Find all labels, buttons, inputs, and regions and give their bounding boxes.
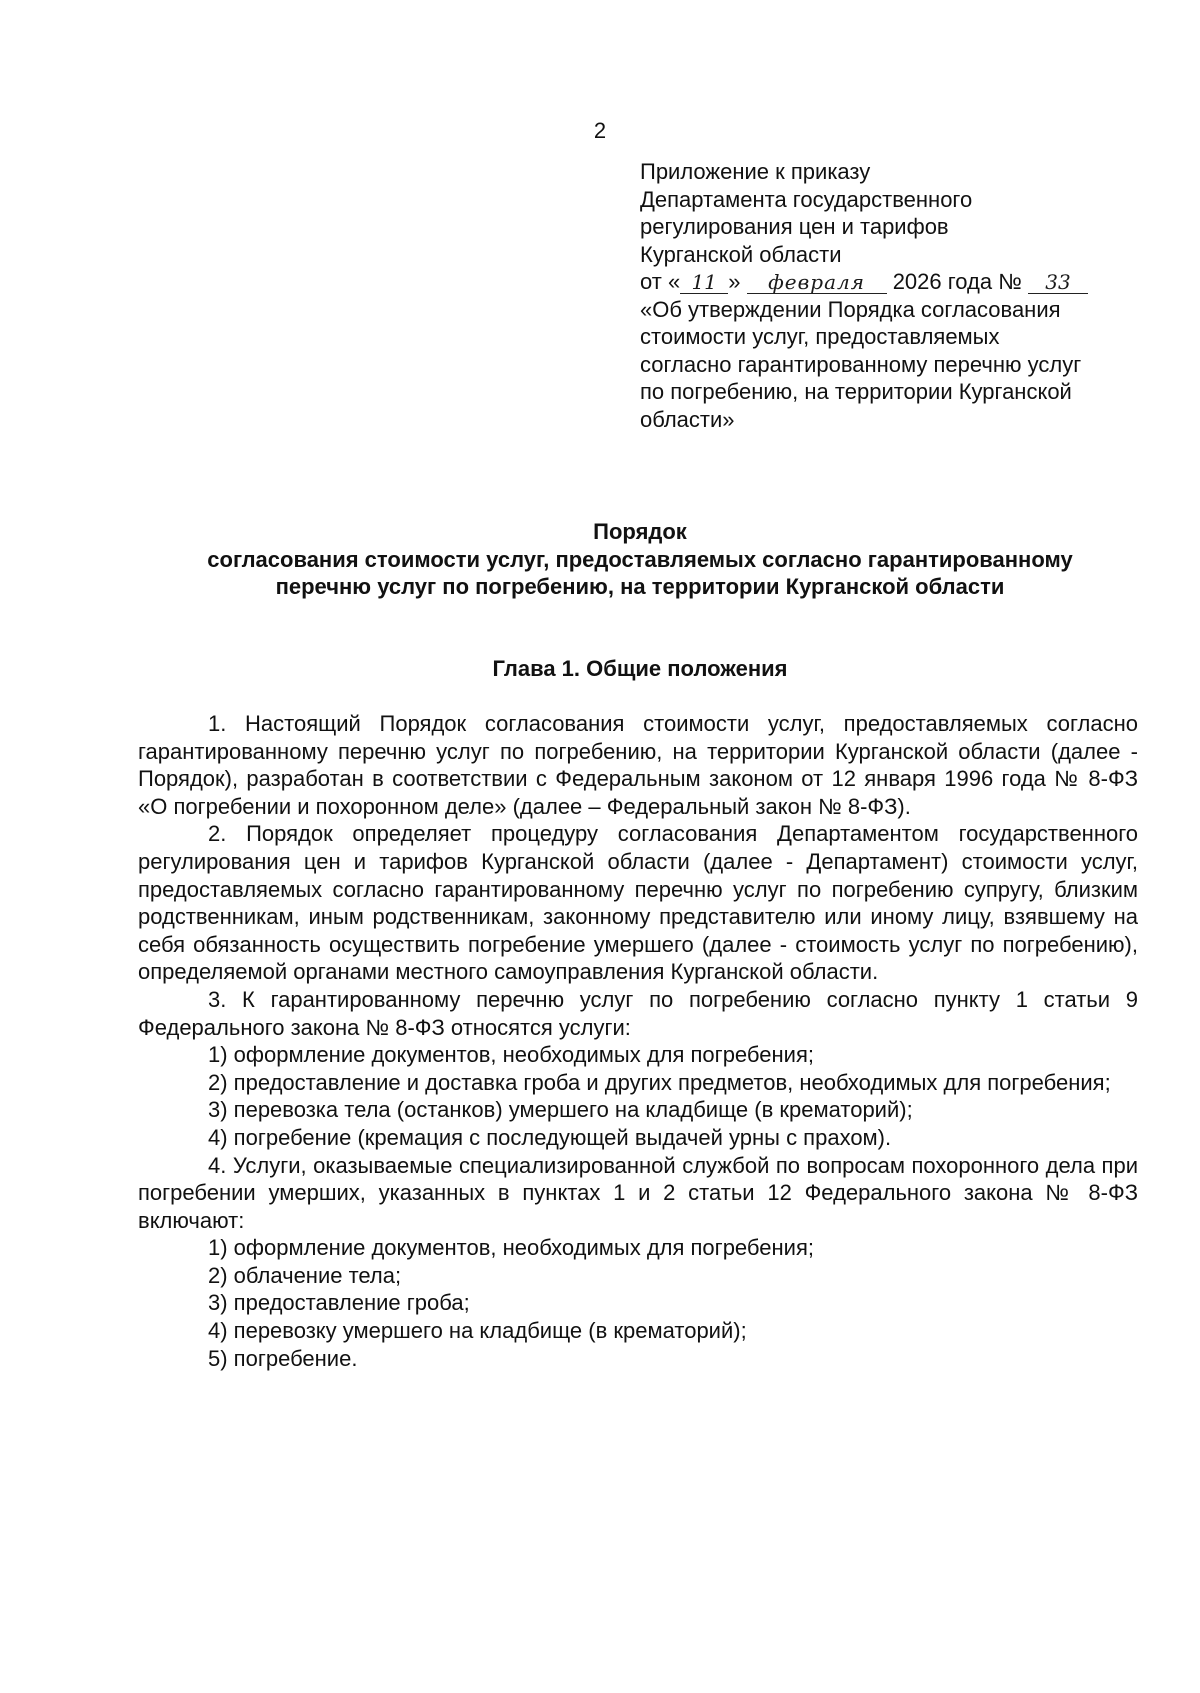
date-prefix: от «	[640, 269, 681, 294]
paragraph: 1. Настоящий Порядок согласования стоимости услуг, предоставляемых согласно гарантированному перечню услуг по погребению, на территории Курганской области (далее - Порядок), разработан в соответствии с Федеральным законом от 12 января 1996 года № 8-ФЗ «О погребении и похоронном деле» (далее – Федеральный закон № 8-ФЗ).	[138, 711, 1138, 819]
annex-line: Курганской области	[640, 241, 842, 267]
list-item: 3) предоставление гроба;	[208, 1290, 470, 1316]
annex-header	[640, 158, 1140, 433]
handwritten-number: 33	[1028, 271, 1088, 294]
page-number: 2	[593, 118, 607, 143]
date-mid: »	[728, 269, 741, 294]
document-title	[140, 518, 1140, 601]
list-item: 2) предоставление и доставка гроба и других предметов, необходимых для погребения;	[208, 1069, 1111, 1095]
paragraph: 3. К гарантированному перечню услуг по погребению согласно пункту 1 статьи 9 Федерального закона № 8-ФЗ относятся услуги:	[138, 986, 1138, 1040]
annex-title-line: области»	[640, 406, 735, 432]
annex-title-line: «Об утверждении Порядка согласования	[640, 296, 1061, 322]
annex-title-line: по погребению, на территории Курганской	[640, 379, 1072, 404]
annex-line: Департамента государственного	[640, 186, 973, 212]
annex-line: регулирования цен и тарифов	[640, 214, 949, 239]
annex-title-line: стоимости услуг, предоставляемых	[640, 324, 1000, 349]
list-item: 3) перевозка тела (останков) умершего на кладбище (в крематорий);	[208, 1097, 913, 1123]
document-title-line: перечню услуг по погребению, на территории Курганской области	[275, 574, 1005, 599]
annex-line: Приложение к приказу	[640, 159, 871, 184]
paragraph: 4. Услуги, оказываемые специализированной службой по вопросам похоронного дела при погребении умерших, указанных в пунктах 1 и 2 статьи 12 Федерального закона № 8-ФЗ включают:	[138, 1152, 1138, 1233]
list-item: 4) погребение (кремация с последующей выдачей урны с прахом).	[208, 1124, 892, 1150]
handwritten-month: февраля	[747, 271, 887, 294]
document-title-line: согласования стоимости услуг, предоставляемых согласно гарантированному	[207, 546, 1073, 572]
list-item: 1) оформление документов, необходимых для погребения;	[208, 1235, 814, 1261]
date-year: 2026 года №	[892, 269, 1022, 294]
document-title-line: Порядок	[593, 519, 687, 544]
list-item: 1) оформление документов, необходимых для погребения;	[208, 1042, 814, 1068]
chapter-title: Глава 1. Общие положения	[492, 656, 788, 681]
paragraph: 2. Порядок определяет процедуру согласования Департаментом государственного регулирования цен и тарифов Курганской области (далее - Департамент) стоимости услуг, предоставляемых согласно гарантированному перечню услуг по погребению супругу, близким родственникам, иным родственникам, законному представителю или иному лицу, взявшему на себя обязанность осуществить погребение умершего (далее - стоимость услуг по погребению), определяемой органами местного самоуправления Курганской области.	[138, 821, 1138, 985]
annex-date-line	[640, 268, 1140, 296]
annex-title-line: согласно гарантированному перечню услуг	[640, 351, 1082, 377]
list-item: 4) перевозку умершего на кладбище (в крематорий);	[208, 1318, 747, 1344]
list-item: 2) облачение тела;	[208, 1262, 402, 1288]
handwritten-day: 11	[680, 271, 728, 294]
document-body	[138, 710, 1138, 1372]
list-item: 5) погребение.	[208, 1345, 358, 1371]
